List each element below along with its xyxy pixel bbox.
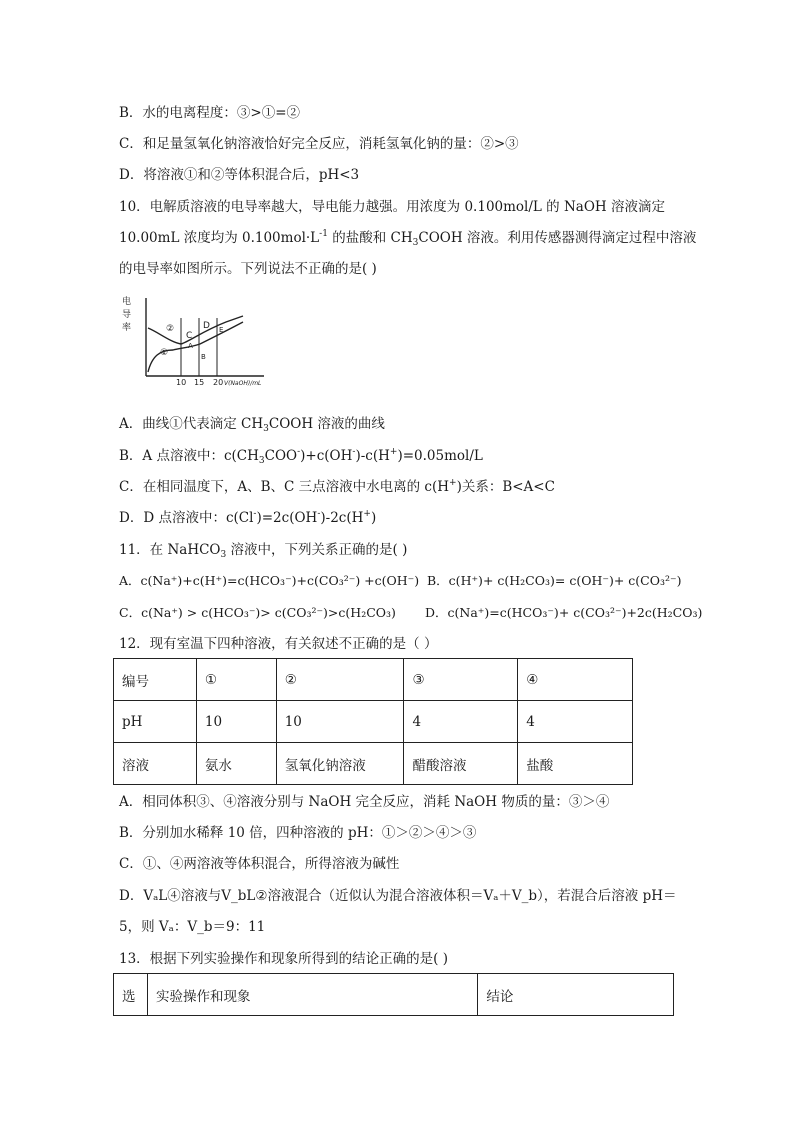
table-row [114,659,633,701]
table-cell: 4 [404,701,518,743]
point-label-c: C [186,331,193,341]
q10-option-c: C．在相同温度下，A、B、C 三点溶液中水电离的 c(H+)关系：B<A<C [119,478,555,495]
point-label-a: A [188,342,193,350]
table-cell: 盐酸 [518,743,633,785]
curve-label-1: ① [160,348,169,358]
x-tick-20: 20 [213,378,224,387]
table-cell: ② [276,659,404,701]
q12-option-d-line1: D．VₐL④溶液与V_bL②溶液混合（近似认为混合溶液体积＝Vₐ＋V_b），若混合后溶液 pH＝ [119,888,677,904]
table-row [114,701,633,743]
table-cell: 醋酸溶液 [404,743,518,785]
q10-option-a: A．曲线①代表滴定 $CH_3COOH$ 溶液的曲线 [119,416,385,434]
q12-table [113,658,633,785]
table-header-cell: 结论 [478,974,674,1016]
point-label-b: B [201,353,206,361]
q9-option-d: D．将溶液①和②等体积混合后，pH<3 [119,167,360,183]
point-label-e: E [219,326,224,334]
q11-stem: 11．在 NaHCO$_3$ 溶液中，下列关系正确的是( ) [119,542,408,560]
x-tick-10: 10 [176,378,187,387]
q13-stem: 13．根据下列实验操作和现象所得到的结论正确的是( ) [119,951,449,967]
q10-option-b: B．A 点溶液中：$c(CH_3COO^-)+c(OH^-)-c(H^+)=0.05mol/L$ [119,447,483,466]
x-axis-unit: V(NaOH)/mL [224,380,262,387]
table-cell: 氨水 [196,743,276,785]
q12-option-d-line2: 5，则 Vₐ：V_b＝9：11 [119,919,266,935]
curve-1-acetic [148,322,243,372]
q11-option-b: B．c(H⁺)+ c(H₂CO₃)= c(OH⁻)+ c(CO₃²⁻) [427,573,682,588]
table-cell: 氢氧化钠溶液 [276,743,404,785]
y-label-char-1: 电 [122,297,132,307]
q9-option-c: C．和足量氢氧化钠溶液恰好完全反应，消耗氢氧化钠的量：②>③ [119,136,519,152]
table-cell: 10 [276,701,404,743]
table-header-cell: 实验操作和现象 [147,974,477,1016]
q10-stem-line1: 10．电解质溶液的电导率越大，导电能力越强。用浓度为 0.100mol/L 的 NaOH 溶液滴定 [119,199,665,215]
point-label-d: D [203,321,210,331]
q10-stem-line2: 10.00mL 浓度均为 $0.100mol\cdot L^{-1}$ 的盐酸和 $CH_3COOH$ 溶液。利用传感器测得滴定过程中溶液 [119,229,697,248]
table-row [114,974,674,1016]
table-cell: ③ [404,659,518,701]
table-cell: 4 [518,701,633,743]
table-header-cell: 选 [114,974,148,1016]
q13-table [113,973,674,1016]
q12-stem: 12．现有室温下四种溶液，有关叙述不正确的是（ ） [119,636,438,652]
q11-option-c: C．c(Na⁺) > c(HCO₃⁻)> c(CO₃²⁻)>c(H₂CO₃) [119,605,396,620]
y-label-char-2: 导 [122,310,132,320]
y-label-char-3: 率 [122,323,132,333]
table-cell: ④ [518,659,633,701]
table-cell: 10 [196,701,276,743]
q9-option-b: B．水的电离程度：③>①=② [119,105,301,121]
table-cell: 溶液 [114,743,197,785]
conductivity-titration-figure [118,292,268,388]
curve-label-2: ② [166,324,175,334]
x-tick-15: 15 [194,378,205,387]
table-cell: 编号 [114,659,197,701]
q10-option-d: D．D 点溶液中：c(Cl-)=2c(OH-)-2c(H+) [119,509,377,526]
q11-option-a: A．c(Na⁺)+c(H⁺)=c(HCO₃⁻)+c(CO₃²⁻) +c(OH⁻) [119,573,420,588]
q12-option-c: C．①、④两溶液等体积混合，所得溶液为碱性 [119,856,400,872]
table-row [114,743,633,785]
q11-option-d: D．c(Na⁺)=c(HCO₃⁻)+ c(CO₃²⁻)+2c(H₂CO₃) [425,605,703,620]
table-cell: ① [196,659,276,701]
q10-stem-line3: 的电导率如图所示。下列说法不正确的是( ) [119,261,377,277]
q12-option-a: A．相同体积③、④溶液分别与 NaOH 完全反应，消耗 NaOH 物质的量：③＞④ [119,794,610,810]
q12-option-b: B．分别加水稀释 10 倍，四种溶液的 pH：①＞②＞④＞③ [119,825,477,841]
table-cell: pH [114,701,197,743]
